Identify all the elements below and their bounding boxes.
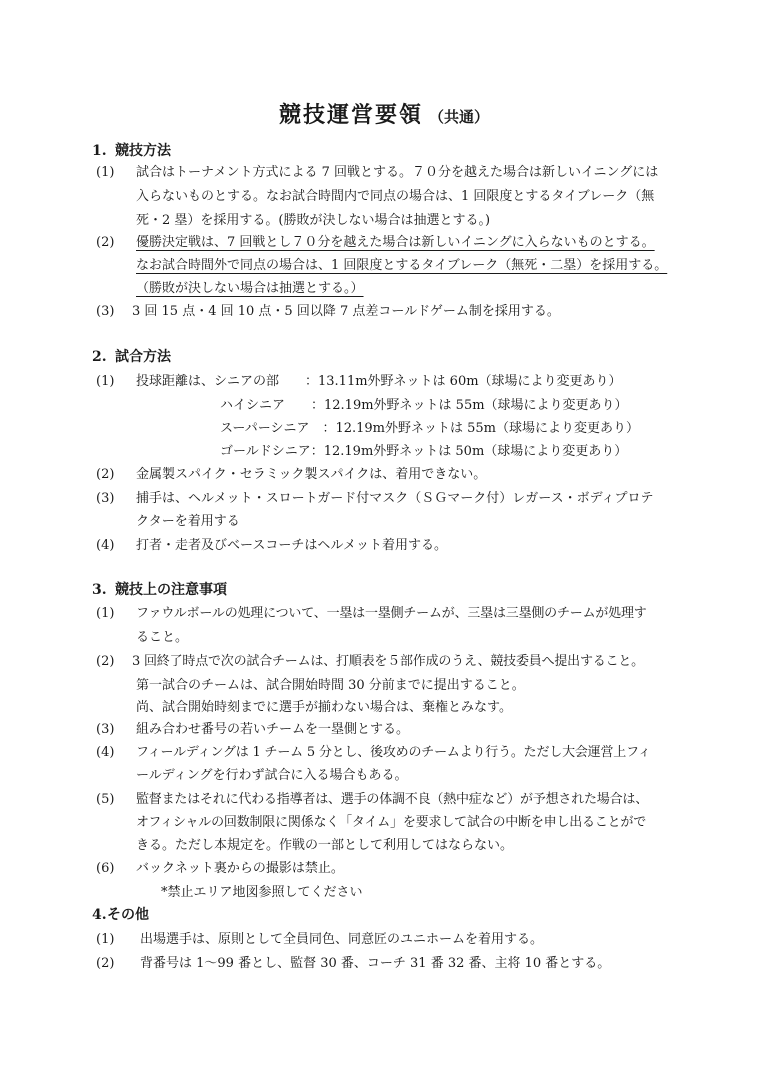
item-number: (1) — [96, 932, 115, 947]
item-line: ゴールドシニア：12.19m外野ネットは 50m（球場により変更あり） — [220, 444, 628, 459]
item-line: フィールディングは 1 チーム 5 分とし、後攻めのチームより行う。ただし大会運営上フィ — [136, 745, 651, 760]
item-line: オフィシャルの回数制限に関係なく「タイム」を要求して試合の中断を申し出ることがで — [136, 815, 647, 830]
item-line: ールディングを行わず試合に入る場合もある。 — [136, 768, 408, 783]
section-title: 試合方法 — [115, 349, 171, 365]
item-line: 監督またはそれに代わる指導者は、選手の体調不良（熱中症など）が予想された場合は、 — [136, 792, 649, 807]
section-number: 4. — [92, 907, 107, 923]
section-number: 3. — [92, 582, 107, 598]
document-title — [0, 101, 768, 131]
item-line-underlined: （勝敗が決しない場合は抽選とする。） — [136, 281, 364, 296]
item-line-underlined: 優勝決定戦は、7 回戦とし７０分を越えた場合は新しいイニングに入らないものとする。 — [136, 235, 655, 250]
item-line: 背番号は 1～99 番とし、監督 30 番、コーチ 31 番 32 番、主将 10 番とする。 — [140, 956, 611, 971]
item-number: (3) — [96, 491, 115, 506]
item-number: (4) — [96, 538, 115, 553]
section-number: 1. — [92, 143, 107, 159]
item-line: クターを着用する — [136, 514, 240, 529]
item-line: 打者・走者及びベースコーチはヘルメット着用する。 — [136, 538, 447, 553]
item-line: 金属製スパイク・セラミック製スパイクは、着用できない。 — [136, 467, 487, 482]
item-number: (5) — [96, 792, 115, 807]
item-number: (2) — [96, 654, 115, 669]
item-line-underlined: なお試合時間外で同点の場合は、1 回限度とするタイブレーク（無死・二塁）を採用する。 — [136, 258, 668, 273]
section-heading-1 — [92, 141, 171, 161]
item-line: きる。ただし本規定を。作戦の一部として利用してはならない。 — [136, 838, 514, 853]
item-line: 組み合わせ番号の若いチームを一塁側とする。 — [136, 722, 410, 737]
section-heading-3 — [92, 580, 227, 600]
item-number: (4) — [96, 745, 115, 760]
item-line: 尚、試合開始時刻までに選手が揃わない場合は、棄権とみなす。 — [136, 700, 512, 715]
item-line: 出場選手は、原則として全員同色、同意匠のユニホームを着用する。 — [140, 932, 544, 947]
item-line: ハイシニア ：12.19m外野ネットは 55m（球場により変更あり） — [220, 398, 628, 413]
item-line: スーパーシニア ：12.19m外野ネットは 55m（球場により変更あり） — [220, 421, 639, 436]
item-number: (1) — [96, 606, 115, 621]
item-line: 3 回 15 点・4 回 10 点・5 回以降 7 点差コールドゲーム制を採用する。 — [132, 304, 560, 319]
item-line: 試合はトーナメント方式による 7 回戦とする。７０分を越えた場合は新しいイニングには — [136, 165, 659, 180]
item-line: 第一試合のチームは、試合開始時間 30 分前までに提出すること。 — [136, 678, 525, 693]
item-line: ること。 — [136, 630, 189, 645]
item-number: (2) — [96, 235, 115, 250]
item-line: 投球距離は、シニアの部 ：13.11m外野ネットは 60m（球場により変更あり） — [136, 374, 622, 389]
item-line: ファウルボールの処理について、一塁は一塁側チームが、三塁は三塁側のチームが処理す — [136, 606, 647, 621]
section-heading-4 — [92, 905, 149, 925]
item-number: (2) — [96, 467, 115, 482]
item-number: (3) — [96, 304, 115, 319]
section-title: 競技方法 — [115, 143, 171, 159]
section-title: その他 — [107, 907, 149, 923]
item-number: (6) — [96, 861, 115, 876]
item-number: (2) — [96, 956, 115, 971]
item-number: (1) — [96, 165, 115, 180]
section-title: 競技上の注意事項 — [115, 582, 227, 598]
item-line: 死・2 塁）を採用する。(勝敗が決しない場合は抽選とする。) — [136, 213, 491, 228]
item-line: 3 回終了時点で次の試合チームは、打順表を５部作成のうえ、競技委員へ提出すること。 — [132, 654, 644, 669]
item-line: 捕手は、ヘルメット・スロートガード付マスク（ＳＧマーク付）レガース・ボディプロテ — [136, 491, 654, 506]
title-main: 競技運営要領 — [278, 102, 423, 128]
item-number: (3) — [96, 722, 115, 737]
item-line: バックネット裏からの撮影は禁止。 — [136, 861, 344, 876]
title-sub: （共通） — [429, 108, 490, 126]
item-note: *禁止エリア地図参照してください — [161, 885, 363, 900]
section-heading-2 — [92, 347, 171, 367]
item-line: 入らないものとする。なお試合時間内で同点の場合は、1 回限度とするタイブレーク（無 — [136, 189, 655, 204]
section-number: 2. — [92, 349, 107, 365]
item-number: (1) — [96, 374, 115, 389]
